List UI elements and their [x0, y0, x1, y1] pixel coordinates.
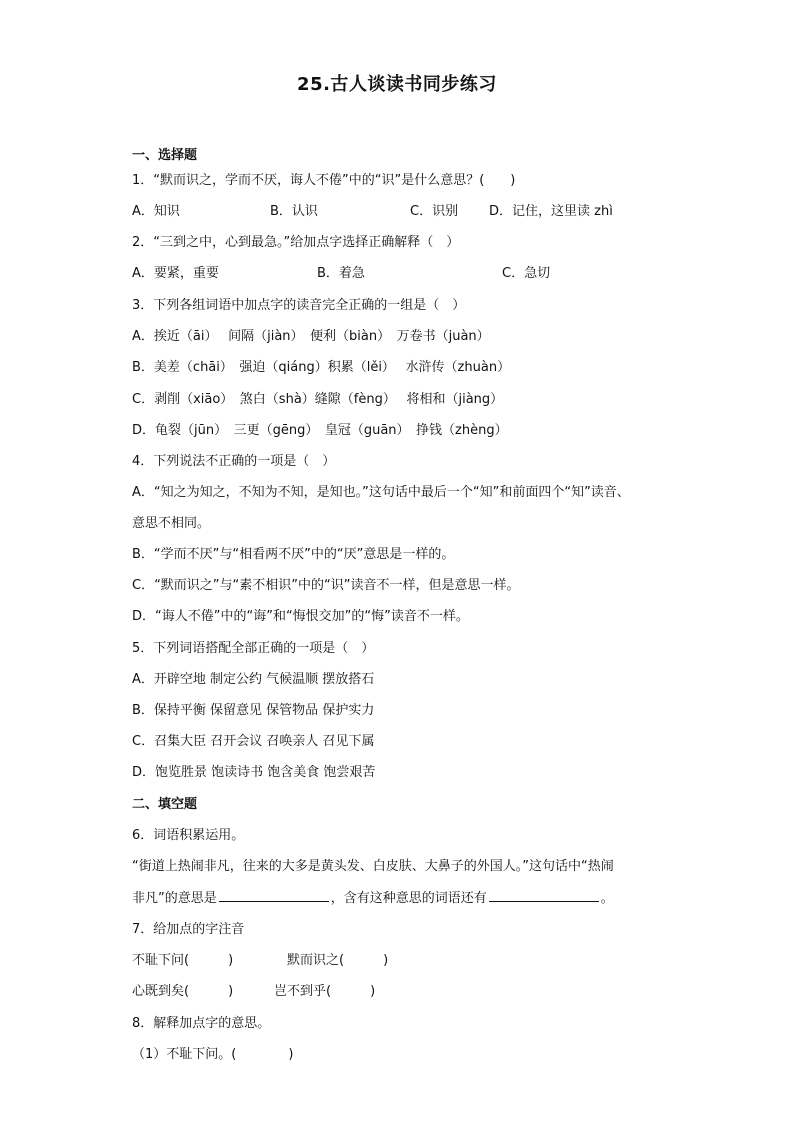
pinyin-item-1: 不耻下问( ) — [132, 953, 234, 968]
question-3-stem: 3．下列各组词语中加点字的读音完全正确的一组是（ ） — [132, 298, 466, 313]
section-heading-fill: 二、填空题 — [132, 797, 198, 812]
question-8-item-1: （1）不耻下问。( ) — [132, 1047, 294, 1062]
option-a: A．知识 — [132, 204, 180, 219]
question-5-option-b: B．保持平衡 保留意见 保管物品 保护实力 — [132, 703, 375, 718]
question-7-row-2 — [132, 983, 692, 1001]
question-6-text-2: ，含有这种意思的词语还有 — [330, 891, 487, 906]
question-3-option-a: A．挨近（āi） 间隔（jiàn） 便利（biàn） 万卷书（juàn） — [132, 329, 490, 344]
question-4-option-a-line1: A．“知之为知之，不知为不知，是知也。”这句话中最后一个“知”和前面四个“知”读音、 — [132, 485, 630, 500]
question-5-option-a: A．开辟空地 制定公约 气候温顺 摆放搭石 — [132, 672, 375, 687]
pinyin-item-3: 心既到矣( ) — [132, 984, 234, 999]
question-4-option-b: B．“学而不厌”与“相看两不厌”中的“厌”意思是一样的。 — [132, 547, 455, 562]
question-6-stem: 6．词语积累运用。 — [132, 828, 245, 843]
question-1-options — [132, 203, 692, 221]
question-5-option-c: C．召集大臣 召开会议 召唤亲人 召见下属 — [132, 734, 375, 749]
question-4-option-d: D．“诲人不倦”中的“诲”和“悔恨交加”的“悔”读音不一样。 — [132, 609, 469, 624]
page-title: 25.古人谈读书同步练习 — [297, 74, 497, 95]
pinyin-item-2: 默而识之( ) — [287, 953, 389, 968]
question-2-stem: 2．“三到之中，心到最急。”给加点字选择正确解释（ ） — [132, 235, 460, 250]
answer-blank-meaning[interactable] — [219, 889, 329, 902]
question-4-option-a-line2: 意思不相同。 — [132, 516, 211, 531]
section-heading-choice: 一、选择题 — [132, 148, 198, 163]
question-7-row-1 — [132, 952, 692, 970]
option-c: C．识别 — [410, 204, 459, 219]
answer-blank-synonyms[interactable] — [489, 889, 599, 902]
option-d: D．记住，这里读 zhì — [489, 204, 613, 219]
question-4-option-c: C．“默而识之”与“素不相识”中的“识”读音不一样，但是意思一样。 — [132, 578, 520, 593]
question-3-option-c: C．剥削（xiāo） 煞白（shà）缝隙（fèng） 将相和（jiàng） — [132, 392, 504, 407]
option-b: B．着急 — [317, 266, 365, 281]
option-b: B．认识 — [270, 204, 318, 219]
question-1-stem: 1．“默而识之，学而不厌，诲人不倦”中的“识”是什么意思？( ) — [132, 173, 516, 188]
pinyin-item-4: 岂不到乎( ) — [274, 984, 376, 999]
question-8-stem: 8．解释加点字的意思。 — [132, 1016, 271, 1031]
option-a: A．要紧，重要 — [132, 266, 219, 281]
question-6-blanks-line — [132, 889, 692, 908]
question-5-option-d: D．饱览胜景 饱读诗书 饱含美食 饱尝艰苦 — [132, 765, 376, 780]
option-c: C．急切 — [502, 266, 551, 281]
question-6-text-1: 非凡”的意思是 — [132, 891, 217, 906]
question-3-option-b: B．美差（chāi） 强迫（qiáng）积累（lěi） 水浒传（zhuàn） — [132, 360, 511, 375]
question-3-option-d: D．龟裂（jūn） 三更（gēng） 皇冠（guān） 挣钱（zhèng） — [132, 423, 508, 438]
question-6-text-3: 。 — [600, 891, 614, 906]
question-2-options — [132, 265, 692, 283]
question-5-stem: 5．下列词语搭配全部正确的一项是（ ） — [132, 641, 375, 656]
question-6-passage: “街道上热闹非凡，往来的大多是黄头发、白皮肤、大鼻子的外国人。”这句话中“热闹 — [132, 859, 614, 874]
question-7-stem: 7．给加点的字注音 — [132, 922, 245, 937]
question-4-stem: 4．下列说法不正确的一项是（ ） — [132, 454, 336, 469]
